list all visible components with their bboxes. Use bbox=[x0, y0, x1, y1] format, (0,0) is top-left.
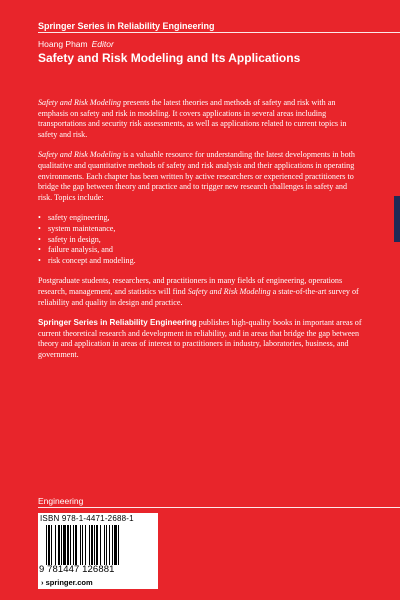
barcode-digits: 9 781447 126881 bbox=[39, 564, 115, 575]
topic-item bbox=[38, 224, 362, 235]
barcode-bar bbox=[106, 525, 107, 565]
barcode-bar bbox=[82, 525, 83, 565]
bullet-icon: • bbox=[38, 213, 41, 223]
barcode-bar bbox=[114, 525, 117, 565]
paragraph-text: publishes high-quality books in important areas of current theoretical research and development in reliability, and in areas that bridge the gap between theory and application in areas of interest to practitioners in industry, laboratories, business, and government. bbox=[38, 318, 362, 359]
editor-role: Editor bbox=[91, 39, 114, 49]
barcode-bar bbox=[75, 525, 77, 565]
topic-label: risk concept and modeling. bbox=[48, 255, 136, 265]
barcode-bar bbox=[96, 525, 98, 565]
topic-label: failure analysis, and bbox=[48, 245, 113, 255]
blurb bbox=[38, 98, 362, 370]
title-italic: Safety and Risk Modeling bbox=[38, 98, 121, 107]
topic-label: safety in design, bbox=[48, 234, 101, 244]
paragraph-text: Postgraduate students, researchers, and practitioners in many fields of engineering, operations research, management, and statistics will find bbox=[38, 276, 343, 296]
edge-tab bbox=[394, 196, 400, 242]
barcode-bar bbox=[61, 525, 62, 565]
blurb-paragraph-1 bbox=[38, 98, 362, 140]
editor-name: Hoang Pham bbox=[38, 39, 88, 49]
barcode-bar bbox=[58, 525, 60, 565]
topic-item bbox=[38, 213, 362, 224]
title-italic: Safety and Risk Modeling bbox=[187, 286, 271, 296]
barcode-bar bbox=[48, 525, 50, 565]
paragraph-text: a state-of-the-art survey of reliability and quality in design and practice. bbox=[38, 286, 359, 307]
bullet-icon: • bbox=[38, 255, 41, 265]
title-italic: Safety and Risk Modeling bbox=[38, 150, 121, 160]
bottom-divider bbox=[38, 507, 400, 508]
editor-line bbox=[38, 39, 114, 49]
bullet-icon: • bbox=[38, 234, 41, 244]
blurb-paragraph-4 bbox=[38, 318, 362, 360]
book-title: Safety and Risk Modeling and Its Applications bbox=[38, 51, 301, 65]
topic-item bbox=[38, 235, 362, 246]
barcode-bar bbox=[89, 525, 90, 565]
topic-item bbox=[38, 245, 362, 256]
barcode-bar bbox=[67, 525, 69, 565]
barcode-bar bbox=[104, 525, 105, 565]
series-label: Springer Series in Reliability Engineering bbox=[38, 21, 215, 31]
paragraph-text: presents the latest theories and methods of safety and risk with an emphasis on safety and risk in modeling. It covers applications in several areas including transportations and security risk assessments, as well as applications related to current topics in safety and risk. bbox=[38, 98, 347, 139]
barcode-graphic bbox=[46, 525, 154, 565]
blurb-paragraph-3 bbox=[38, 276, 362, 308]
paragraph-text: is a valuable resource for understanding the latest developments in both qualitative and quantitative methods of safety and risk analysis and their applications in operating environments. Each chapter has been written by active researchers or experienced practitioners to bridge the gap between theory and practice and to trigger new research challenges in safety and risk. Topics include: bbox=[38, 150, 355, 202]
barcode-bar bbox=[85, 525, 86, 565]
barcode-bar bbox=[109, 525, 110, 565]
barcode-bar bbox=[51, 525, 52, 565]
barcode-bar bbox=[112, 525, 113, 565]
subject-label: Engineering bbox=[38, 496, 84, 506]
bullet-icon: • bbox=[38, 223, 41, 233]
barcode-bar bbox=[73, 525, 74, 565]
series-name-inline: Springer Series in Reliability Engineering bbox=[38, 318, 197, 328]
topic-label: system maintenance, bbox=[48, 223, 116, 233]
barcode-panel bbox=[38, 513, 158, 589]
barcode-bar bbox=[80, 525, 81, 565]
barcode-bar bbox=[94, 525, 95, 565]
barcode-bar bbox=[46, 525, 47, 565]
barcode-bar bbox=[118, 525, 119, 565]
barcode-bar bbox=[63, 525, 66, 565]
top-divider bbox=[38, 32, 400, 33]
topics-list bbox=[38, 213, 362, 266]
barcode-bar bbox=[70, 525, 71, 565]
isbn-text: ISBN 978-1-4471-2688-1 bbox=[40, 514, 134, 523]
topic-label: safety engineering, bbox=[48, 213, 110, 223]
blurb-paragraph-2 bbox=[38, 150, 362, 203]
barcode-bar bbox=[100, 525, 101, 565]
barcode-bar bbox=[91, 525, 93, 565]
publisher-website: › springer.com bbox=[41, 578, 93, 587]
bullet-icon: • bbox=[38, 245, 41, 255]
topic-item bbox=[38, 256, 362, 267]
barcode-bar bbox=[55, 525, 56, 565]
